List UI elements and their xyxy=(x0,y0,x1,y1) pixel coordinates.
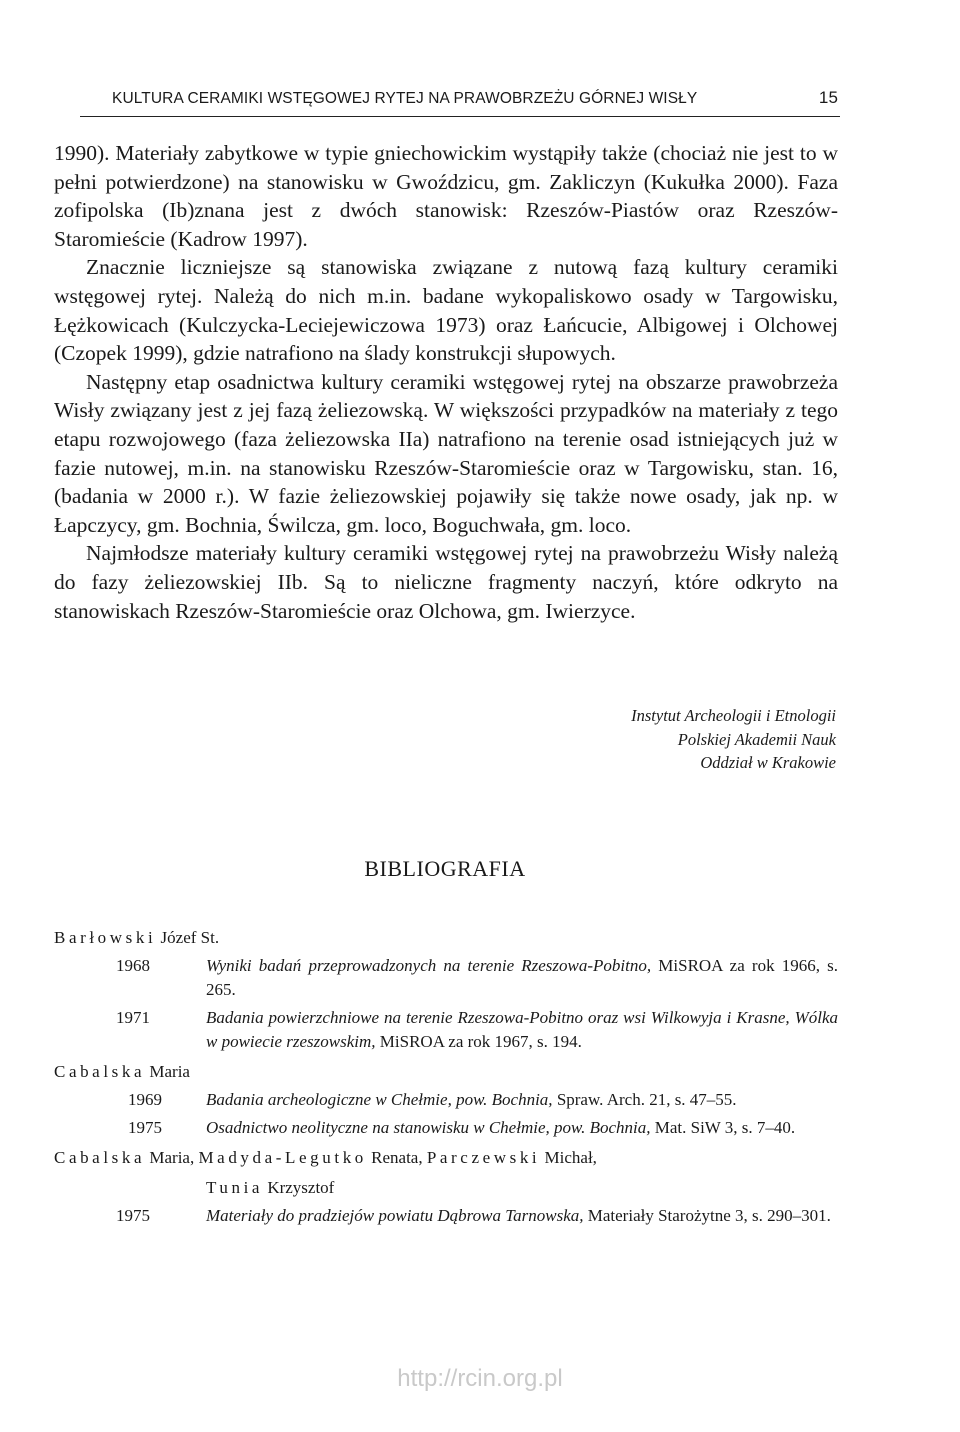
coauthor-surname: Parczewski xyxy=(426,1148,541,1167)
author-given-name: Maria, xyxy=(145,1148,195,1167)
bibliography-entry xyxy=(54,1204,844,1228)
entry-title: Badania archeologiczne w Chełmie, pow. Bochnia, xyxy=(206,1090,553,1109)
paragraph-2: Znacznie liczniejsze są stanowiska związane z nutową fazą kultury ceramiki wstęgowej rytej. Należą do nich m.in. badane wykopaliskowo osady w Targowisku, Łężkowicach (Kulczycka-Leciejewiczowa 1973) oraz Łańcucie, Albigowej i Olchowej (Czopek 1999), gdzie natrafiono na ślady konstrukcji słupowych. xyxy=(54,255,838,366)
entry-year: 1969 xyxy=(128,1090,162,1109)
entry-reference xyxy=(206,1006,844,1054)
running-header xyxy=(80,88,840,114)
bibliography-list xyxy=(54,920,844,1228)
bibliography-author xyxy=(54,1060,844,1084)
author-given-name: Józef St. xyxy=(156,928,220,947)
header-rule xyxy=(80,116,840,117)
bibliography-author xyxy=(54,1146,844,1170)
coauthor-given-name: Michał, xyxy=(540,1148,597,1167)
entry-title: Materiały do pradziejów powiatu Dąbrowa Tarnowska, xyxy=(206,1206,584,1225)
body-text xyxy=(54,139,838,625)
author-surname: Barłowski xyxy=(54,928,157,947)
entry-title: Wyniki badań przeprowadzonych na terenie Rzeszowa-Pobitno, xyxy=(206,956,652,975)
bibliography-author xyxy=(54,926,844,950)
entry-reference xyxy=(206,1116,844,1140)
coauthor-surname: Madyda-Legutko xyxy=(198,1148,367,1167)
coauthor-given-name: Krzysztof xyxy=(263,1178,335,1197)
coauthor-surname: Tunia xyxy=(206,1178,264,1197)
paragraph-4: Najmłodsze materiały kultury ceramiki wstęgowej rytej na prawobrzeżu Wisły należą do fazy żeliezowskiej IIb. Są to nieliczne fragmenty naczyń, które odkryto na stanowiskach Rzeszów-Staromieście oraz Olchowa, gm. Iwierzyce. xyxy=(54,541,838,623)
affiliation-line: Polskiej Akademii Nauk xyxy=(677,729,836,749)
entry-year: 1971 xyxy=(116,1008,150,1027)
affiliation-line: Instytut Archeologii i Etnologii xyxy=(631,706,836,725)
watermark-url: http://rcin.org.pl xyxy=(397,1365,563,1392)
author-given-name: Maria xyxy=(145,1062,190,1081)
bibliography-heading: BIBLIOGRAFIA xyxy=(364,856,526,881)
author-surname: Cabalska xyxy=(54,1148,146,1167)
running-header-title: KULTURA CERAMIKI WSTĘGOWEJ RYTEJ NA PRAWOBRZEŻU GÓRNEJ WISŁY xyxy=(112,90,698,107)
entry-year: 1968 xyxy=(116,956,150,975)
page-number: 15 xyxy=(818,88,838,107)
bibliography-entry xyxy=(54,1006,844,1054)
entry-title: Osadnictwo neolityczne na stanowisku w Chełmie, pow. Bochnia, xyxy=(206,1118,651,1137)
entry-year: 1975 xyxy=(116,1206,150,1225)
entry-source: MiSROA za rok 1966, s. 265. xyxy=(206,956,838,999)
entry-reference xyxy=(206,954,844,1002)
author-surname: Cabalska xyxy=(54,1062,146,1081)
bibliography-entry xyxy=(54,1088,844,1112)
bibliography-entry xyxy=(54,1116,844,1140)
paragraph-1: 1990). Materiały zabytkowe w typie gniechowickim wystąpiły także (chociaż nie jest to w pełni potwierdzone) na stanowisku w Gwoździcu, gm. Zakliczyn (Kukułka 2000). Faza zofipolska (Ib)znana jest z dwóch stanowisk: Rzeszów-Piastów oraz Rzeszów-Staromieście (Kadrow 1997). xyxy=(54,141,838,251)
bibliography-author-continued xyxy=(54,1176,844,1200)
entry-source: Materiały Starożytne 3, s. 290–301. xyxy=(583,1206,831,1225)
entry-year: 1975 xyxy=(128,1118,162,1137)
entry-reference xyxy=(206,1204,844,1228)
entry-source: Mat. SiW 3, s. 7–40. xyxy=(650,1118,796,1137)
entry-source: Spraw. Arch. 21, s. 47–55. xyxy=(552,1090,737,1109)
affiliation-line: Oddział w Krakowie xyxy=(700,753,836,772)
coauthor-given-name: Renata, xyxy=(366,1148,423,1167)
author-affiliation xyxy=(436,704,836,775)
entry-title: Badania powierzchniowe na terenie Rzeszowa-Pobitno oraz wsi Wilkowyja i Krasne, Wólka w powiecie rzeszowskim, xyxy=(206,1008,838,1051)
paragraph-3: Następny etap osadnictwa kultury ceramiki wstęgowej rytej na obszarze prawobrzeża Wisły związany jest z jej fazą żeliezowską. W większości przypadków na materiały z tego etapu rozwojowego (faza żeliezowska IIa) natrafiono na terenie osad istniejących już w fazie nutowej, m.in. na stanowisku Rzeszów-Staromieście oraz w Targowisku, stan. 16, (badania w 2000 r.). W fazie żeliezowskiej pojawiły się także nowe osady, jak np. w Łapczycy, gm. Bochnia, Świlcza, gm. loco, Boguchwała, gm. loco. xyxy=(54,369,838,537)
entry-source: MiSROA za rok 1967, s. 194. xyxy=(375,1032,582,1051)
entry-reference xyxy=(206,1088,844,1112)
bibliography-entry xyxy=(54,954,844,1002)
